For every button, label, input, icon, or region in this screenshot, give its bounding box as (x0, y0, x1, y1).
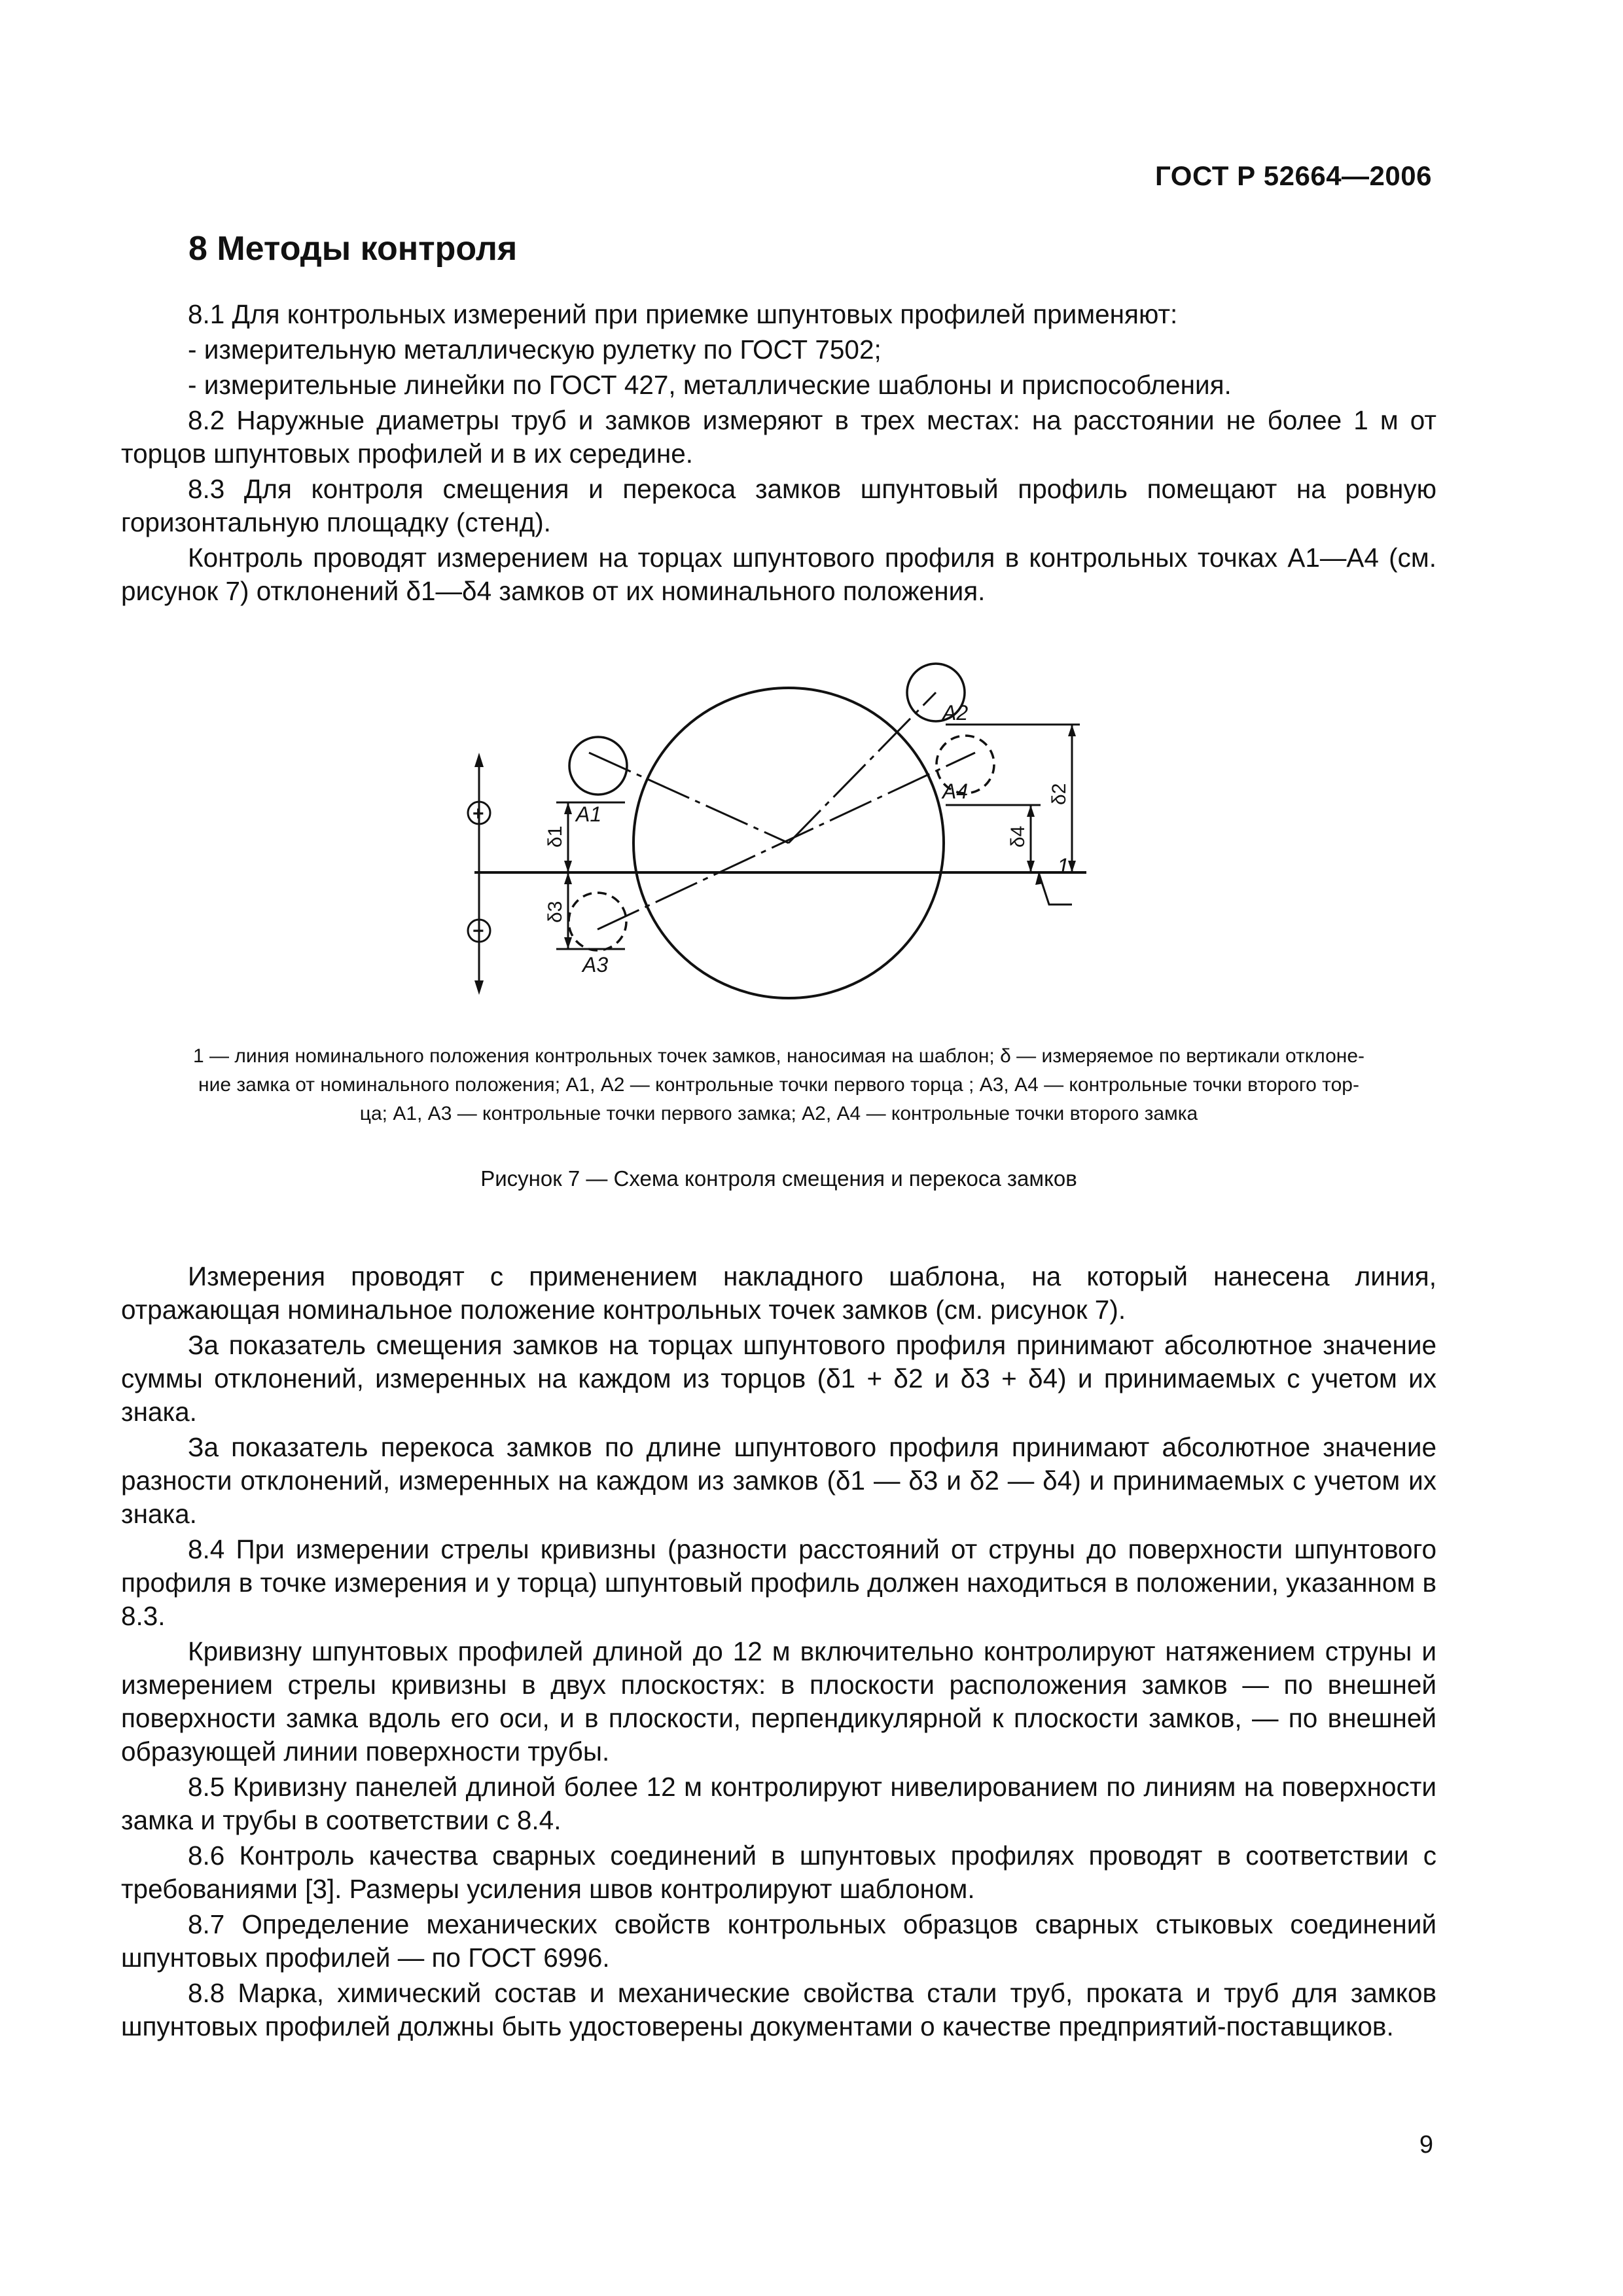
list-item-tape-measure: - измерительную металлическую рулетку по ГОСТ 7502; (188, 334, 882, 365)
paragraph-8-2: 8.2 Наружные диаметры труб и замков измеряют в трех местах: на расстоянии не более 1 м от торцов шпунтовых профилей и в их середине. (121, 405, 1436, 469)
paragraph-8-4: 8.4 При измерении стрелы кривизны (разности расстояний от струны до поверхности шпунтового профиля в точке измерения и у торца) шпунтовый профиль должен находиться в положении, указанном в 8.3. (121, 1534, 1437, 1631)
paragraph-8-5: 8.5 Кривизну панелей длиной более 12 м контролируют нивелированием по линиям на поверхности замка и трубы в соответствии с 8.4. (121, 1772, 1436, 1835)
paragraph-8-7: 8.7 Определение механических свойств контрольных образцов сварных стыковых соединений шпунтовых профилей — по ГОСТ 6996. (121, 1909, 1436, 1973)
arrow-d1-bottom (564, 861, 572, 872)
label-line-1: 1 (1057, 854, 1069, 879)
axis-line-a1-a4 (589, 753, 789, 843)
lock-circle-a3 (569, 893, 626, 950)
paragraph-8-3: 8.3 Для контроля смещения и перекоса замков шпунтовый профиль помещают на ровную горизонтальную площадку (стенд). (121, 474, 1436, 537)
label-delta-3: δ3 (544, 901, 566, 923)
label-plus: + (473, 803, 484, 825)
arrow-d4-top (1027, 805, 1035, 817)
paragraph-offset: За показатель смещения замков на торцах шпунтового профиля принимают абсолютное значение суммы отклонений, измеренных на каждом из торцов (δ1 + δ2 и δ3 + δ4) и принимаемых с учетом их знака. (121, 1330, 1436, 1427)
arrow-d4-bottom (1027, 861, 1035, 872)
figure-title: Рисунок 7 — Схема контроля смещения и перекоса замков (480, 1166, 1077, 1191)
label-a4: А4 (942, 780, 969, 803)
figure-7-diagram (458, 661, 1113, 1014)
axis-line-a3-a4 (597, 753, 975, 929)
label-a3: А3 (582, 953, 609, 977)
label-a1: А1 (576, 802, 602, 826)
label-delta-4: δ4 (1007, 825, 1029, 848)
arrow-d3-bottom (564, 937, 572, 949)
label-delta-1: δ1 (544, 825, 566, 848)
paragraph-8-8: 8.8 Марка, химический состав и механические свойства стали труб, проката и труб для замков шпунтовых профилей должны быть удостоверены документами о качестве предприятий-поставщиков. (121, 1978, 1436, 2041)
axis-line-a2-a3 (789, 692, 936, 843)
figure-legend-line: 1 — линия номинального положения контрольных точек замков, наносимая на шаблон; δ — измеряемое по вертикали отклоне- (192, 1045, 1365, 1067)
section-title: 8 Методы контроля (188, 230, 518, 268)
paragraph-curvature: Кривизну шпунтовых профилей длиной до 12 м включительно контролируют натяжением струны и измерением стрелы кривизны в двух плоскостях: в плоскости расположения замков — по внешней поверхности замка вдоль его оси, и в плоскости, перпендикулярной к плоскости замков, — по внешней образующей линии поверхности трубы. (121, 1636, 1436, 1767)
arrow-d3-top (564, 872, 572, 884)
arrow-d2-top (1068, 725, 1076, 736)
paragraph-control-points: Контроль проводят измерением на торцах шпунтового профиля в контрольных точках А1—А4 (см. рисунок 7) отклонений δ1—δ4 замков от их номинального положения. (121, 543, 1436, 606)
list-item-rulers: - измерительные линейки по ГОСТ 427, металлические шаблоны и приспособления. (188, 370, 1232, 400)
label-minus: − (473, 920, 484, 942)
standard-header: ГОСТ Р 52664—2006 (1155, 160, 1432, 191)
figure-legend (121, 1042, 1436, 1128)
label-delta-2: δ2 (1048, 783, 1070, 805)
label-a2: А2 (942, 701, 969, 725)
axis-arrow-down (474, 980, 484, 995)
paragraph-8-6: 8.6 Контроль качества сварных соединений в шпунтовых профилях проводят в соответствии с требованиями [3]. Размеры усиления швов контролируют шаблоном. (121, 1840, 1436, 1904)
arrow-label-1 (1035, 872, 1043, 885)
paragraph-skew: За показатель перекоса замков по длине шпунтового профиля принимают абсолютное значение разности отклонений, измеренных на каждом из замков (δ1 — δ3 и δ2 — δ4) и принимаемых с учетом их знака. (121, 1432, 1436, 1529)
figure-legend-line: ние замка от номинального положения; А1, А2 — контрольные точки первого торца ; А3, А4 — контрольные точки второго тор- (198, 1074, 1359, 1096)
main-text-block (121, 1260, 1436, 2045)
page-number: 9 (1419, 2131, 1433, 2159)
figure-legend-line: ца; А1, А3 — контрольные точки первого замка; А2, А4 — контрольные точки второго замка (359, 1103, 1198, 1124)
intro-text-block (121, 298, 1436, 610)
axis-arrow-up (474, 753, 484, 767)
arrow-d1-top (564, 802, 572, 814)
paragraph-template: Измерения проводят с применением накладного шаблона, на который нанесена линия, отражающая номинальное положение контрольных точек замков (см. рисунок 7). (121, 1261, 1436, 1325)
paragraph-8-1: 8.1 Для контрольных измерений при приемке шпунтовых профилей применяют: (188, 299, 1178, 329)
